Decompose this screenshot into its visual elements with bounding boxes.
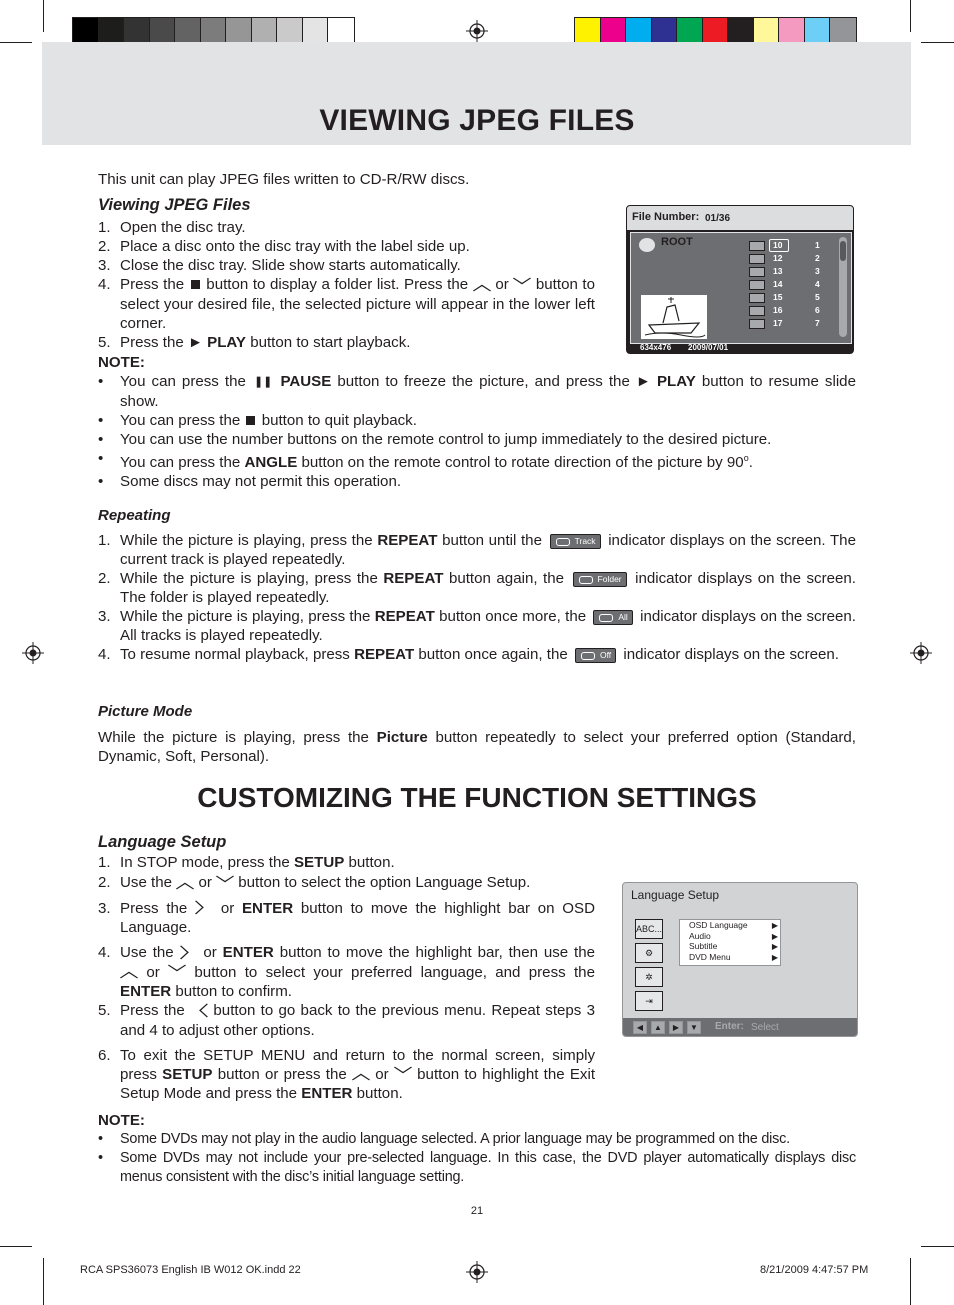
repeat-all-indicator-icon: All	[593, 610, 632, 625]
list-item: 2. Use the ︿ or ﹀ button to select the option Language Setup.	[98, 874, 531, 891]
list-item: • You can use the number buttons on the remote control to jump immediately to the desired picture.	[98, 430, 856, 449]
list-item	[749, 304, 843, 317]
file-icon	[749, 267, 765, 277]
file-number-label: File Number:	[632, 211, 700, 223]
list-item: • Some DVDs may not play in the audio language selected. A prior language may be programmed on the disc.	[98, 1130, 856, 1149]
file-number: 12	[773, 253, 783, 263]
left-arrow-icon: 〈	[190, 1002, 209, 1019]
list-item: 3. Close the disc tray. Slide show starts automatically.	[98, 257, 461, 274]
selection-highlight	[769, 239, 789, 252]
jpeg-file-browser-screen	[626, 205, 854, 354]
list-item: • You can press the button to quit playback.	[98, 411, 856, 430]
menu-item-label: OSD Language	[689, 920, 748, 930]
list-item: 6. To exit the SETUP MENU and return to the normal screen, simply press SETUP button or press the ︿ or ﹀ button to highlight the Exit Setup Mode and press the ENTER button.	[98, 1046, 596, 1103]
play-icon: ►	[187, 333, 203, 351]
play-icon: ►	[635, 373, 651, 390]
down-key-icon: ▼	[687, 1021, 701, 1034]
file-number: 14	[773, 279, 783, 289]
right-arrow-icon: 〉	[179, 944, 198, 961]
crop-mark	[910, 1258, 911, 1305]
registration-mark-icon	[910, 642, 932, 664]
enter-label: Enter:	[715, 1021, 744, 1032]
down-arrow-icon: ﹀	[167, 964, 187, 981]
crop-mark	[43, 1258, 44, 1305]
file-number: 2	[815, 253, 820, 263]
list-item: 2. While the picture is playing, press the REPEAT button again, the Folder indicator displays on the screen. The folder is played repeatedly.	[98, 570, 856, 606]
list-item: 5. Press the 〈 button to go back to the previous menu. Repeat steps 3 and 4 to adjust other options.	[98, 1002, 596, 1039]
stop-icon	[246, 416, 255, 425]
select-label: Select	[751, 1022, 779, 1033]
file-number: 1	[815, 240, 820, 250]
right-key-icon: ▶	[669, 1021, 683, 1034]
osd-title: Language Setup	[631, 888, 720, 902]
up-arrow-icon: ︿	[176, 874, 195, 891]
crop-mark	[921, 42, 954, 43]
list-item: • Some DVDs may not include your pre-selected language. In this case, the DVD player automatically displays disc menus consistent with the disc’s initial language setting.	[98, 1149, 856, 1187]
up-arrow-icon: ︿	[351, 1066, 371, 1083]
menu-item[interactable]	[680, 920, 780, 931]
folder-icon	[639, 238, 655, 252]
viewing-steps	[98, 218, 595, 352]
up-key-icon: ▲	[651, 1021, 665, 1034]
page-number: 21	[470, 1205, 484, 1217]
section-title: CUSTOMIZING THE FUNCTION SETTINGS	[197, 782, 757, 813]
file-icon	[749, 280, 765, 290]
ship-image-icon	[641, 295, 707, 339]
crop-mark	[0, 1246, 32, 1247]
file-number: 15	[773, 292, 783, 302]
file-number: 4	[815, 279, 820, 289]
repeating-steps	[98, 531, 856, 664]
file-number: 3	[815, 266, 820, 276]
menu-item-label: Audio	[689, 930, 711, 941]
scrollbar	[839, 237, 847, 337]
list-item: 2. Place a disc onto the disc tray with the label side up.	[98, 238, 470, 255]
list-item: 4. Use the 〉 or ENTER button to move the highlight bar, then use the ︿ or ﹀ button to select your preferred language, and press the ENTER button to confirm.	[98, 944, 595, 1001]
crop-mark	[0, 42, 32, 43]
file-info: RCA SPS36073 English IB W012 OK.indd 22	[80, 1264, 301, 1276]
list-item: 1. While the picture is playing, press the REPEAT button until the Track indicator displays on the screen. The current track is played repeatedly.	[98, 532, 856, 568]
menu-item-label: Subtitle	[689, 941, 718, 951]
file-number-bar	[627, 206, 853, 230]
repeating-heading: Repeating	[98, 507, 171, 524]
viewing-heading: Viewing JPEG Files	[98, 196, 251, 214]
file-number: 13	[773, 266, 783, 276]
crop-mark	[921, 1246, 954, 1247]
language-icon: ABC...	[635, 919, 663, 939]
menu-item[interactable]	[680, 941, 780, 952]
page-title: VIEWING JPEG FILES	[319, 104, 635, 137]
repeat-off-indicator-icon: Off	[575, 648, 616, 663]
list-item	[749, 239, 843, 252]
date-value: 2009/07/01	[688, 343, 729, 352]
file-list	[749, 239, 843, 330]
file-number: 16	[773, 305, 783, 315]
file-icon	[749, 293, 765, 303]
root-folder-label: ROOT	[661, 236, 693, 248]
timestamp: 8/21/2009 4:47:57 PM	[760, 1264, 869, 1276]
list-item	[749, 278, 843, 291]
registration-mark-icon	[466, 20, 488, 42]
file-number: 5	[815, 292, 820, 302]
list-item	[749, 252, 843, 265]
registration-mark-icon	[22, 642, 44, 664]
list-item	[749, 265, 843, 278]
list-item: 3. Press the 〉 or ENTER button to move the highlight bar on OSD Language.	[98, 899, 596, 937]
down-arrow-icon: ﹀	[215, 874, 235, 891]
registration-mark-icon	[466, 1261, 488, 1283]
up-arrow-icon: ︿	[119, 964, 139, 981]
arrow-right-icon: ▶	[771, 931, 778, 941]
list-item: 4. To resume normal playback, press REPEAT button once again, the Off indicator displays on the screen.	[98, 646, 839, 663]
audio-icon: ⚙	[635, 943, 663, 963]
crop-mark	[910, 0, 911, 32]
settings-icon: ✲	[635, 967, 663, 987]
list-item: 1. Open the disc tray.	[98, 219, 246, 236]
stop-icon	[191, 280, 200, 289]
file-number: 6	[815, 305, 820, 315]
arrow-right-icon: ▶	[771, 952, 778, 962]
left-key-icon: ◀	[633, 1021, 647, 1034]
list-item	[749, 291, 843, 304]
picture-info-bar	[630, 342, 850, 353]
file-browser-body	[630, 232, 852, 344]
menu-item[interactable]	[680, 931, 780, 942]
language-notes	[98, 1130, 856, 1187]
exit-icon: ⇥	[635, 991, 663, 1011]
language-heading: Language Setup	[98, 833, 227, 851]
language-setup-screen	[622, 882, 858, 1037]
picture-preview	[641, 295, 707, 339]
picture-mode-text: While the picture is playing, press the Picture button repeatedly to select your preferred option (Standard, Dynamic, Soft, Personal).	[98, 729, 856, 765]
osd-footer	[623, 1018, 857, 1036]
arrow-right-icon: ▶	[771, 942, 778, 951]
list-item: • You can press the ❚❚ PAUSE button to freeze the picture, and press the ► PLAY button to resume slide show.	[98, 372, 856, 411]
note-label: NOTE:	[98, 1112, 145, 1129]
menu-item-label: DVD Menu	[689, 951, 731, 962]
arrow-right-icon: ▶	[771, 921, 778, 930]
list-item	[749, 317, 843, 330]
repeat-folder-indicator-icon: Folder	[573, 572, 627, 587]
language-menu	[679, 919, 781, 966]
file-icon	[749, 254, 765, 264]
language-steps	[98, 853, 595, 1103]
note-label: NOTE:	[98, 354, 145, 371]
file-icon	[749, 319, 765, 329]
viewing-notes	[98, 372, 856, 491]
setup-icon-column	[635, 919, 663, 1015]
picture-mode-heading: Picture Mode	[98, 703, 193, 720]
file-number-value: 01/36	[705, 213, 731, 224]
file-icon	[749, 241, 765, 251]
pause-icon: ❚❚	[253, 375, 273, 388]
down-arrow-icon: ﹀	[393, 1066, 413, 1083]
intro-text: This unit can play JPEG files written to CD-R/RW discs.	[98, 171, 470, 188]
down-arrow-icon: ﹀	[513, 276, 532, 293]
list-item: • You can press the ANGLE button on the remote control to rotate direction of the picture by 90$^o$.	[98, 449, 856, 472]
list-item: 3. While the picture is playing, press the REPEAT button once more, the All indicator displays on the screen. All tracks is played repeatedly.	[98, 608, 856, 644]
menu-item[interactable]	[680, 952, 780, 963]
repeat-track-indicator-icon: Track	[550, 534, 601, 549]
crop-mark	[43, 0, 44, 32]
file-number: 7	[815, 318, 820, 328]
list-item: 5. Press the ► PLAY button to start playback.	[98, 333, 411, 351]
file-number: 17	[773, 318, 783, 328]
resolution-value: 634x476	[640, 343, 672, 352]
right-arrow-icon: 〉	[194, 900, 214, 917]
file-number: 10	[773, 240, 783, 250]
file-icon	[749, 306, 765, 316]
up-arrow-icon: ︿	[472, 276, 491, 293]
list-item: 1. In STOP mode, press the SETUP button.	[98, 854, 395, 871]
list-item: 4. Press the button to display a folder list. Press the ︿ or ﹀ button to select your desired file, the selected picture will appear in the lower left corner.	[98, 276, 596, 332]
list-item: • Some discs may not permit this operation.	[98, 472, 856, 491]
